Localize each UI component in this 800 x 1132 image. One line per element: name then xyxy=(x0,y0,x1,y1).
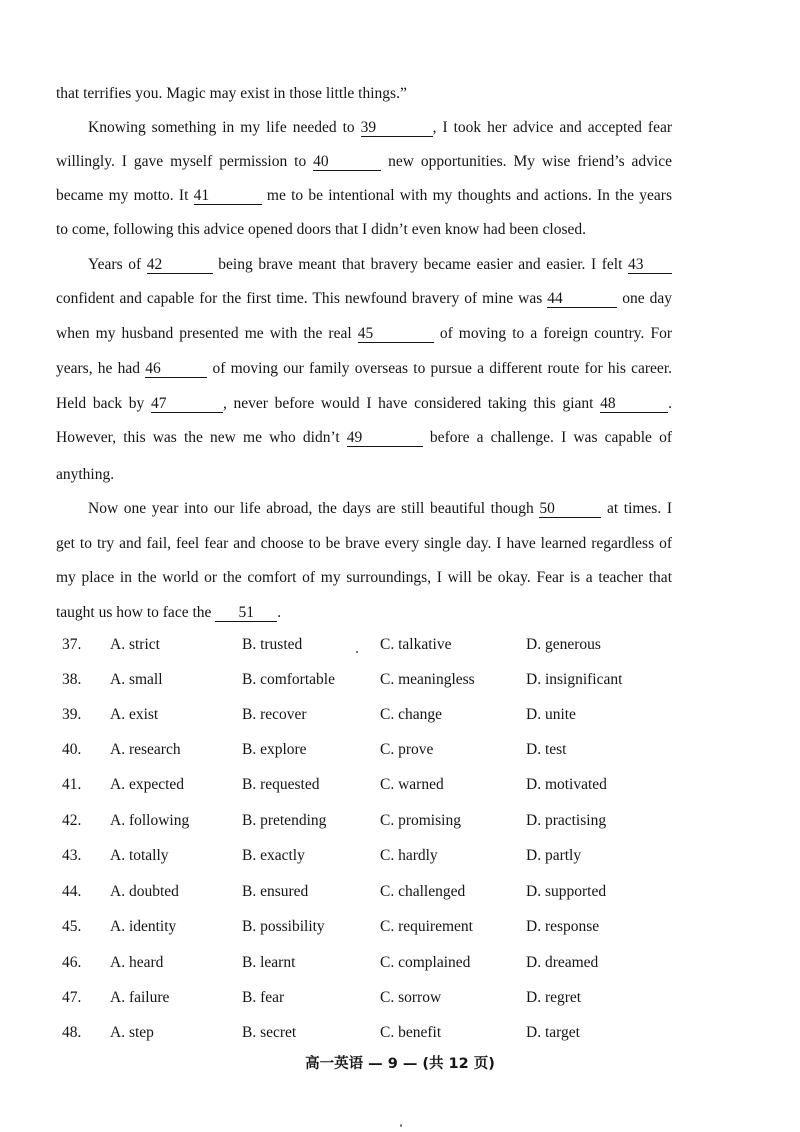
question-number: 46. xyxy=(62,954,82,971)
option-b: B. fear xyxy=(242,989,285,1006)
option-b: B. trusted xyxy=(242,636,303,653)
blank-41: 41 xyxy=(194,187,262,205)
option-d: D. partly xyxy=(526,847,582,864)
option-a: A. exist xyxy=(110,706,159,723)
question-row-42 xyxy=(62,812,682,834)
option-a: A. small xyxy=(110,671,163,688)
text-run: when my husband presented me with the real xyxy=(56,325,358,342)
option-d: D. practising xyxy=(526,812,607,829)
question-number: 39. xyxy=(62,706,82,723)
question-row-47 xyxy=(62,989,682,1011)
option-b: B. requested xyxy=(242,776,320,793)
passage-line: my place in the world or the comfort of my surroundings, I will be okay. Fear is a teacher that xyxy=(56,569,672,586)
question-number: 42. xyxy=(62,812,82,829)
option-b: B. recover xyxy=(242,706,307,723)
option-d: D. motivated xyxy=(526,776,607,793)
question-row-48 xyxy=(62,1024,682,1046)
option-c: C. hardly xyxy=(380,847,438,864)
option-d: D. response xyxy=(526,918,600,935)
question-row-38 xyxy=(62,671,682,693)
option-d: D. dreamed xyxy=(526,954,599,971)
blank-44: 44 xyxy=(547,290,617,308)
option-a: A. doubted xyxy=(110,883,179,900)
text-run: before a challenge. I was capable of xyxy=(422,429,672,446)
option-c: C. promising xyxy=(380,812,461,829)
option-a: A. totally xyxy=(110,847,169,864)
text-run: of moving to a foreign country. For xyxy=(433,325,673,342)
passage-line xyxy=(56,394,672,414)
blank-47: 47 xyxy=(151,395,223,413)
passage-line: to come, following this advice opened doors that I didn’t even know had been closed. xyxy=(56,221,587,238)
option-d: D. insignificant xyxy=(526,671,623,688)
option-d: D. target xyxy=(526,1024,580,1041)
option-b: B. pretending xyxy=(242,812,327,829)
question-row-43 xyxy=(62,847,682,869)
blank-50: 50 xyxy=(539,500,601,518)
passage-line xyxy=(56,186,672,206)
text-run: . xyxy=(277,604,282,621)
question-number: 45. xyxy=(62,918,82,935)
blank-45: 45 xyxy=(358,325,434,343)
question-row-37 xyxy=(62,636,682,658)
question-number: 43. xyxy=(62,847,82,864)
option-c: C. warned xyxy=(380,776,444,793)
passage-line xyxy=(88,255,672,275)
passage-line xyxy=(56,603,672,623)
blank-39: 39 xyxy=(361,119,433,137)
blank-49: 49 xyxy=(347,429,423,447)
passage-line xyxy=(56,324,672,344)
passage-line xyxy=(56,428,672,448)
question-number: 41. xyxy=(62,776,82,793)
question-row-41 xyxy=(62,776,682,798)
option-d: D. generous xyxy=(526,636,601,653)
text-run: Held back by xyxy=(56,395,151,412)
option-c: C. benefit xyxy=(380,1024,442,1041)
text-run: taught us how to face the xyxy=(56,604,216,621)
passage-line: that terrifies you. Magic may exist in those little things.” xyxy=(56,85,407,102)
option-a: A. following xyxy=(110,812,190,829)
text-run: at times. I xyxy=(601,500,672,517)
option-a: A. expected xyxy=(110,776,185,793)
text-run: new opportunities. My wise friend’s advice xyxy=(381,153,672,170)
question-number: 44. xyxy=(62,883,82,900)
question-row-45 xyxy=(62,918,682,940)
option-a: A. failure xyxy=(110,989,170,1006)
blank-51: 51 xyxy=(215,604,277,622)
option-b: B. exactly xyxy=(242,847,305,864)
option-a: A. heard xyxy=(110,954,164,971)
option-d: D. unite xyxy=(526,706,576,723)
passage-line xyxy=(88,499,672,519)
option-b: B. explore xyxy=(242,741,307,758)
question-row-44 xyxy=(62,883,682,905)
option-c: C. meaningless xyxy=(380,671,475,688)
blank-42: 42 xyxy=(147,256,213,274)
option-d: D. test xyxy=(526,741,567,758)
passage-line xyxy=(56,359,672,379)
question-row-39 xyxy=(62,706,682,728)
passage-line: anything. xyxy=(56,466,115,483)
text-run: However, this was the new me who didn’t xyxy=(56,429,347,446)
option-c: C. complained xyxy=(380,954,471,971)
option-c: C. requirement xyxy=(380,918,473,935)
question-number: 37. xyxy=(62,636,82,653)
blank-43: 43 xyxy=(628,256,672,274)
question-row-40 xyxy=(62,741,682,763)
passage-line xyxy=(88,118,672,138)
option-c: C. sorrow xyxy=(380,989,442,1006)
scan-speck xyxy=(356,651,358,653)
text-run: me to be intentional with my thoughts and actions. In the years xyxy=(261,187,672,204)
option-b: B. ensured xyxy=(242,883,309,900)
text-run: confident and capable for the first time. This newfound bravery of mine was xyxy=(56,290,548,307)
option-a: A. step xyxy=(110,1024,154,1041)
option-a: A. strict xyxy=(110,636,160,653)
passage-line: get to try and fail, feel fear and choose to be brave every single day. I have learned regardless of xyxy=(56,535,672,552)
scan-speck xyxy=(400,1124,402,1127)
option-a: A. research xyxy=(110,741,181,758)
text-run: , never before would I have considered taking this giant xyxy=(222,395,601,412)
passage-line xyxy=(56,152,672,172)
blank-48: 48 xyxy=(600,395,668,413)
text-run: , I took her advice and accepted fear xyxy=(432,119,672,136)
option-b: B. learnt xyxy=(242,954,296,971)
text-run: became my motto. It xyxy=(56,187,194,204)
text-run: . xyxy=(668,395,672,412)
option-d: D. regret xyxy=(526,989,582,1006)
text-run: years, he had xyxy=(56,360,146,377)
page-footer: 高一英语 — 9 — (共 12 页) xyxy=(305,1056,495,1072)
option-c: C. change xyxy=(380,706,442,723)
option-a: A. identity xyxy=(110,918,177,935)
question-number: 48. xyxy=(62,1024,82,1041)
text-run: one day xyxy=(617,290,672,307)
option-b: B. possibility xyxy=(242,918,325,935)
question-number: 40. xyxy=(62,741,82,758)
option-d: D. supported xyxy=(526,883,607,900)
option-c: C. challenged xyxy=(380,883,466,900)
question-number: 38. xyxy=(62,671,82,688)
blank-40: 40 xyxy=(313,153,381,171)
text-run: Years of xyxy=(88,256,147,273)
text-run: of moving our family overseas to pursue a different route for his career. xyxy=(207,360,672,377)
question-number: 47. xyxy=(62,989,82,1006)
passage-line xyxy=(56,289,672,309)
text-run: willingly. I gave myself permission to xyxy=(56,153,314,170)
blank-46: 46 xyxy=(145,360,207,378)
text-run: Now one year into our life abroad, the days are still beautiful though xyxy=(88,500,540,517)
question-row-46 xyxy=(62,954,682,976)
option-b: B. comfortable xyxy=(242,671,335,688)
text-run: being brave meant that bravery became easier and easier. I felt xyxy=(212,256,628,273)
option-c: C. prove xyxy=(380,741,434,758)
text-run: Knowing something in my life needed to xyxy=(88,119,361,136)
option-b: B. secret xyxy=(242,1024,297,1041)
option-c: C. talkative xyxy=(380,636,452,653)
